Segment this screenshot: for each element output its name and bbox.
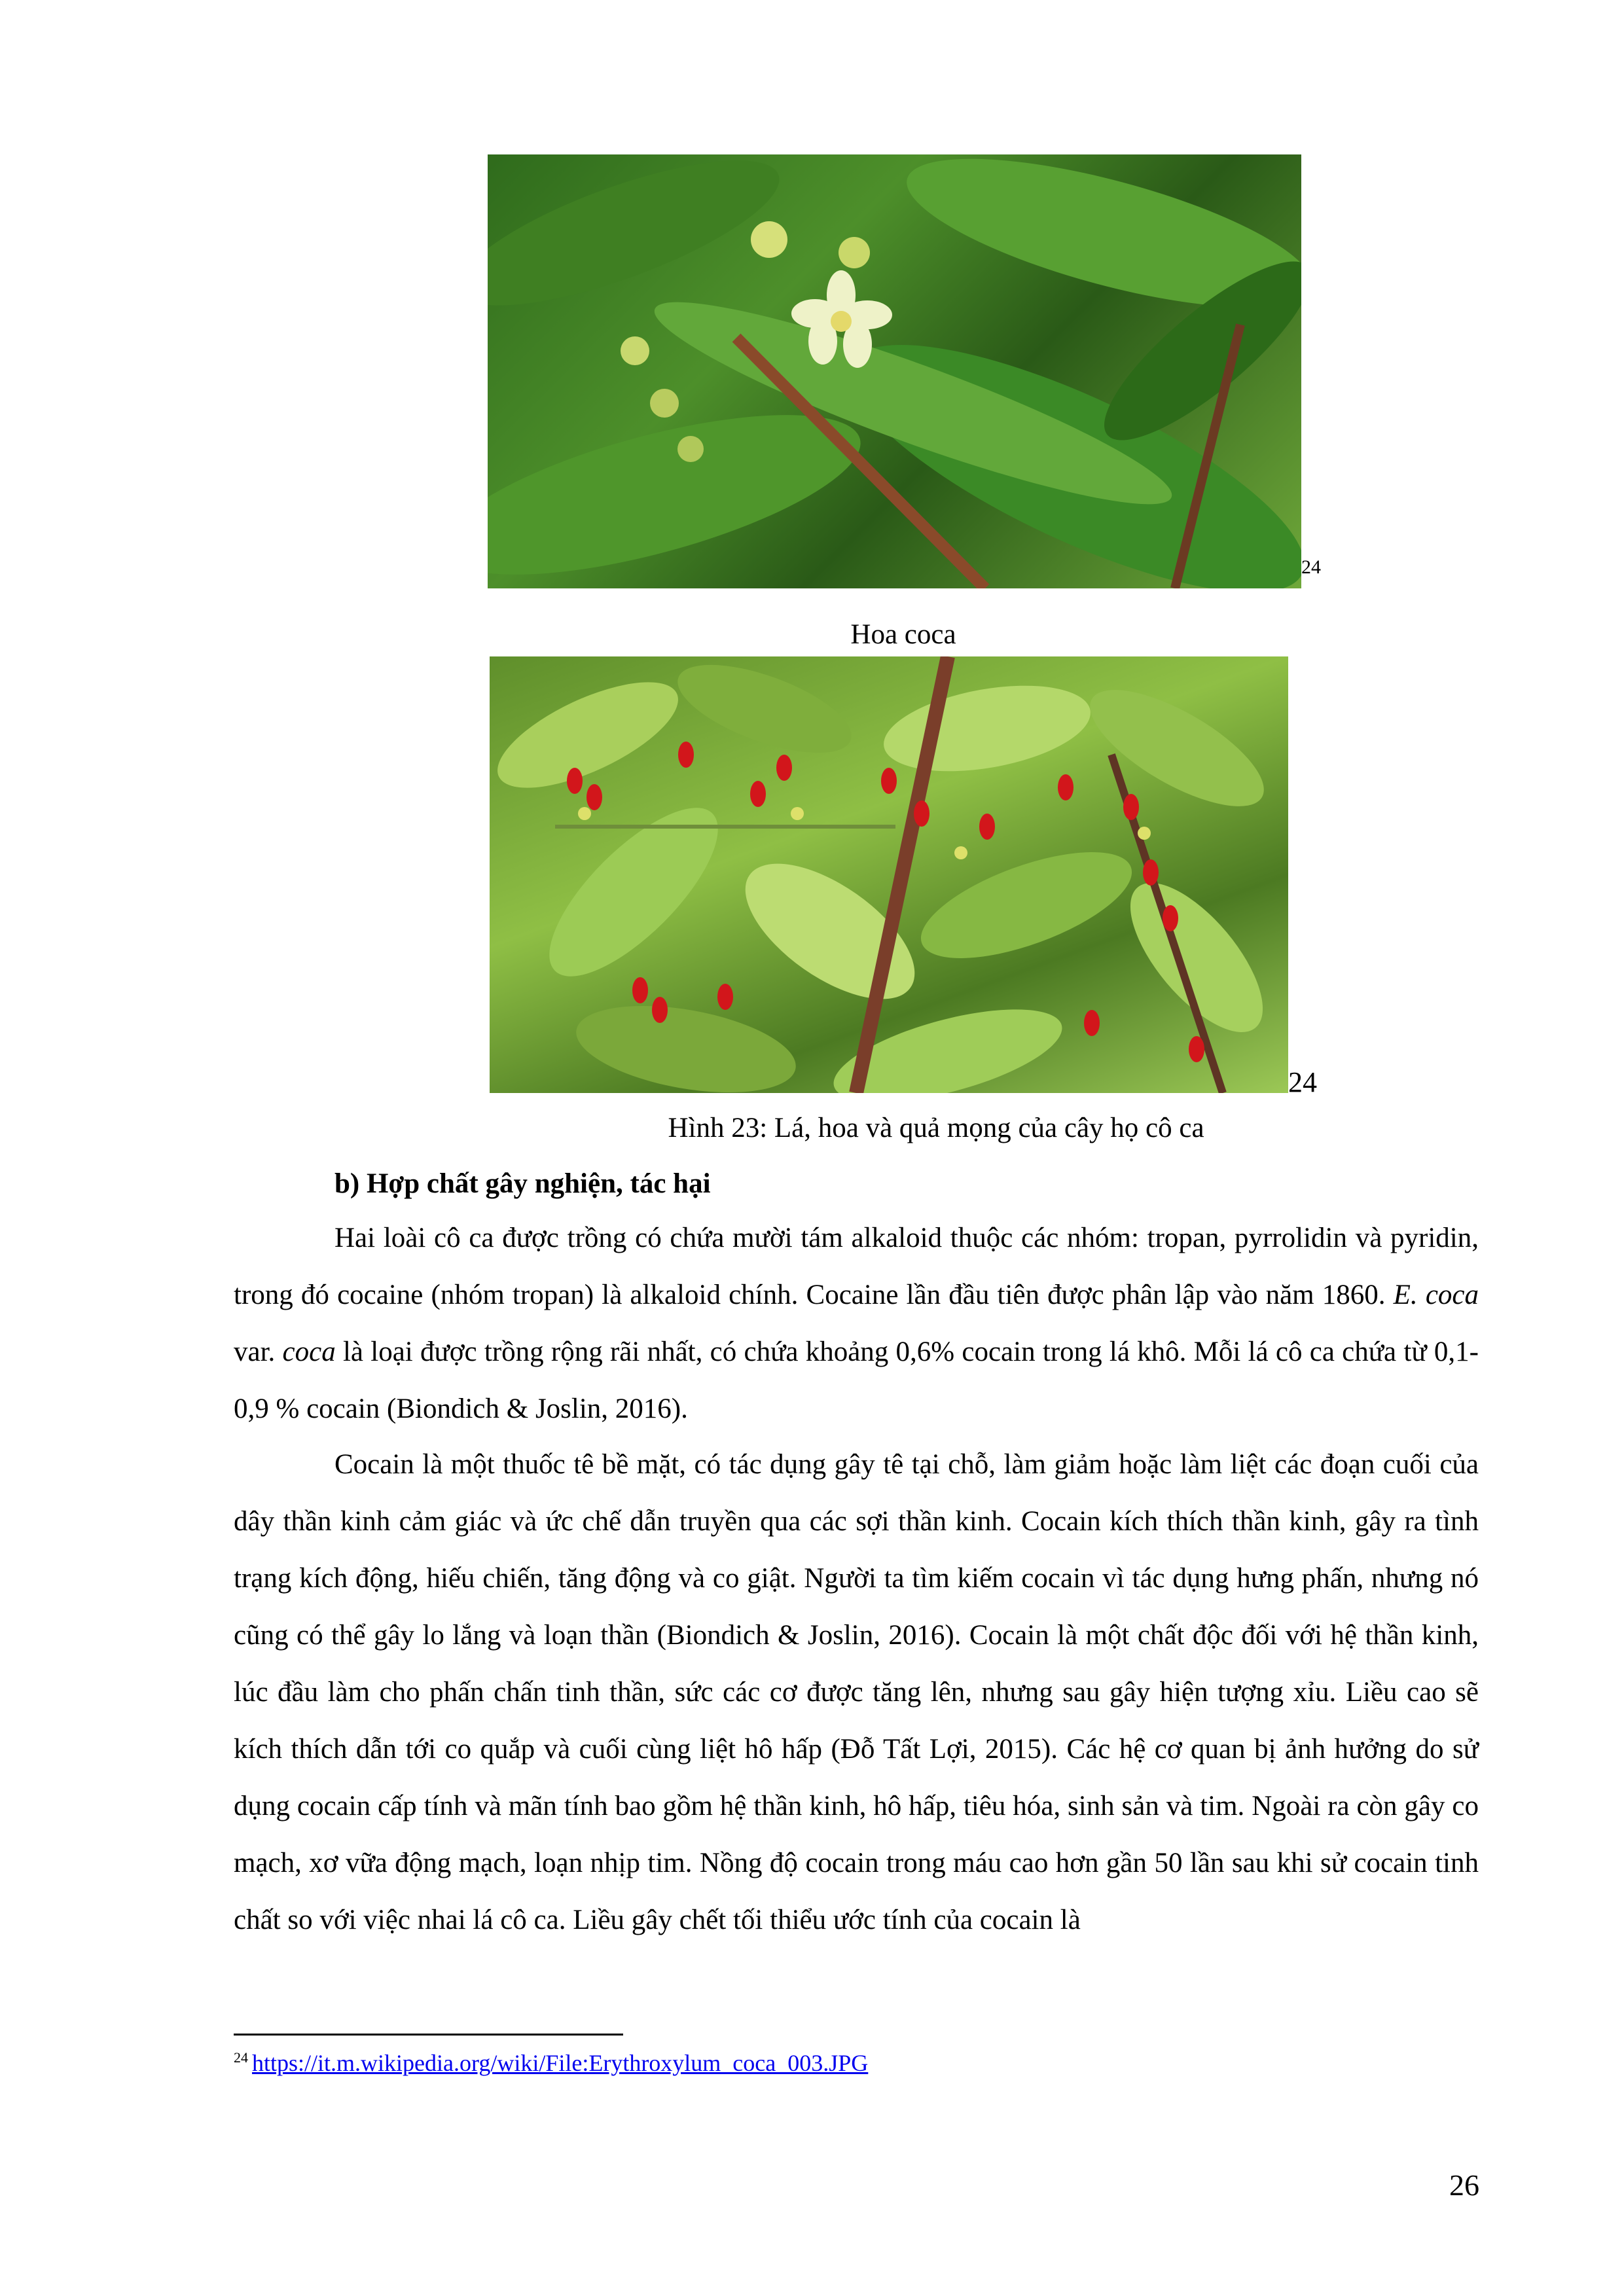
- page-number: 26: [1449, 2168, 1479, 2202]
- footnote-separator: [234, 2034, 623, 2036]
- paragraph-1: Hai loài cô ca được trồng có chứa mười tám alkaloid thuộc các nhóm: tropan, pyrrolidin và pyridin, trong đó cocaine (nhóm tropan) là alkaloid chính. Cocaine lần đầu tiên được phân lập vào năm 1860. E. coca var. coca là loại được trồng rộng rãi nhất, có chứa khoảng 0,6% cocain trong lá khô. Mỗi lá cô ca chứa từ 0,1-0,9 % cocain (Biondich & Joslin, 2016).: [234, 1223, 1479, 1424]
- figure-1-caption: Hoa coca: [850, 619, 956, 650]
- figure-1-footnote-marker: 24: [1301, 556, 1321, 578]
- footnote: [234, 2051, 868, 2075]
- figure-2-caption: Hình 23: Lá, hoa và quả mọng của cây họ cô ca: [668, 1113, 1204, 1143]
- coca-flower-photo: [488, 154, 1301, 588]
- figure-2-footnote-marker: 24: [1288, 1066, 1317, 1098]
- section-heading: b) Hợp chất gây nghiện, tác hại: [334, 1168, 711, 1199]
- paragraph-2: Cocain là một thuốc tê bề mặt, có tác dụng gây tê tại chỗ, làm giảm hoặc làm liệt các đoạn cuối của dây thần kinh cảm giác và ức chế dẫn truyền qua các sợi thần kinh. Cocain kích thích thần kinh, gây ra tình trạng kích động, hiếu chiến, tăng động và co giật. Người ta tìm kiếm cocain vì tác dụng hưng phấn, nhưng nó cũng có thể gây lo lắng và loạn thần (Biondich & Joslin, 2016). Cocain là một chất độc đối với hệ thần kinh, lúc đầu làm cho phấn chấn tinh thần, sức các cơ được tăng lên, nhưng sau gây hiện tượng xỉu. Liều cao sẽ kích thích dẫn tới co quắp và cuối cùng liệt hô hấp (Đỗ Tất Lợi, 2015). Các hệ cơ quan bị ảnh hưởng do sử dụng cocain cấp tính và mãn tính bao gồm hệ thần kinh, hô hấp, tiêu hóa, sinh sản và tim. Ngoài ra còn gây co mạch, xơ vữa động mạch, loạn nhịp tim. Nồng độ cocain trong máu cao hơn gần 50 lần sau khi sử cocain tinh chất so với việc nhai lá cô ca. Liều gây chết tối thiểu ước tính của cocain là: [234, 1449, 1479, 1935]
- footnote-number: 24: [234, 2049, 248, 2066]
- coca-berries-photo: [490, 656, 1288, 1093]
- footnote-link[interactable]: https://it.m.wikipedia.org/wiki/File:Erythroxylum_coca_003.JPG: [252, 2050, 869, 2076]
